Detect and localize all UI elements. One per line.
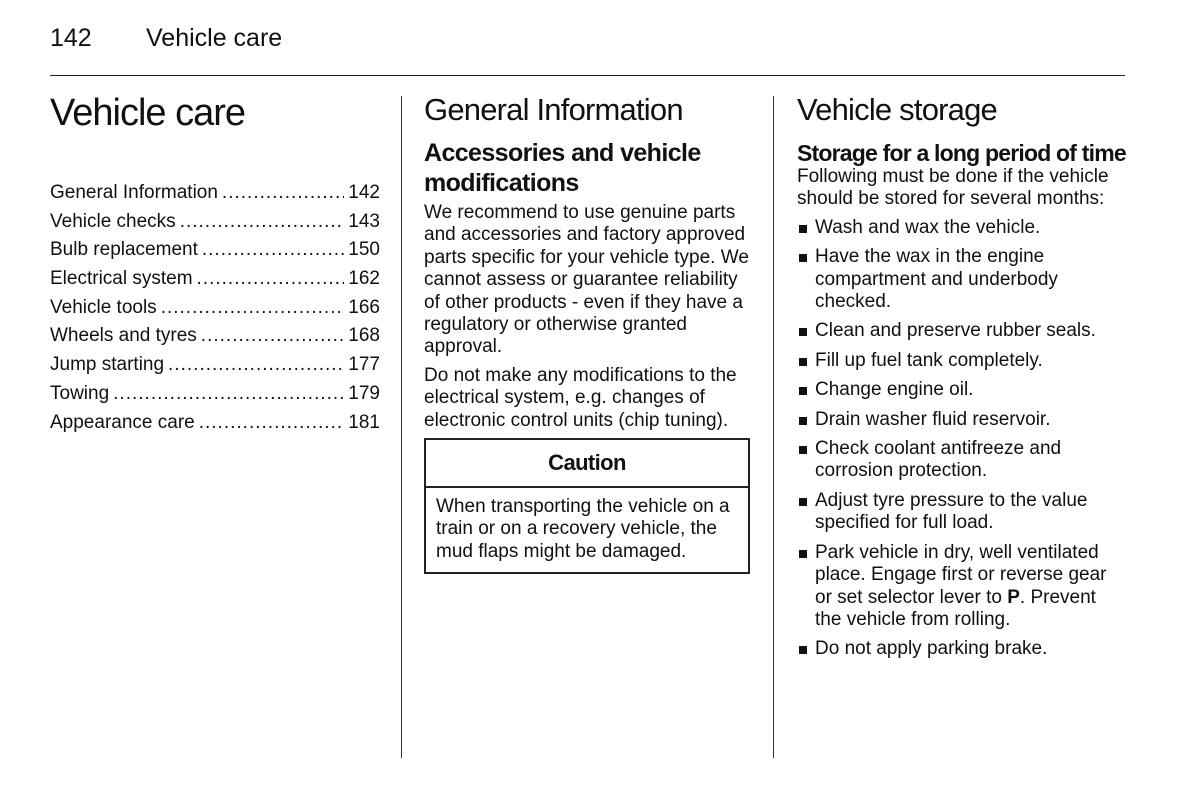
bullet-icon xyxy=(799,254,807,262)
caution-title: Caution xyxy=(426,440,748,488)
bullet-icon xyxy=(799,328,807,336)
vehicle-storage-column xyxy=(797,92,1127,668)
subheading-accessories: Accessories and vehicle modifications xyxy=(424,139,701,197)
bullet-icon xyxy=(799,550,807,558)
storage-steps-list xyxy=(797,217,1127,661)
toc-entry[interactable]: Bulb replacement ..... 150 xyxy=(50,239,380,268)
list-item: Do not apply parking brake. xyxy=(797,638,1127,660)
list-item: Check coolant antifreeze and corrosion protection. xyxy=(797,438,1127,483)
bullet-icon xyxy=(799,417,807,425)
list-item: Adjust tyre pressure to the value specified for full load. xyxy=(797,490,1127,535)
chapter-contents-column xyxy=(50,92,380,440)
modifications-paragraph: Do not make any modifications to the electrical system, e.g. changes of electronic control units (chip tuning). xyxy=(424,364,737,431)
toc-entry[interactable]: Vehicle checks ..... 143 xyxy=(50,211,380,240)
general-information-column xyxy=(424,92,754,574)
list-item: Park vehicle in dry, well ventilated place. Engage first or reverse gear or set selector lever to P. Prevent the vehicle from rolling. xyxy=(797,542,1127,632)
section-heading-storage: Vehicle storage xyxy=(797,92,997,127)
toc-list xyxy=(50,182,380,440)
page-number: 142 xyxy=(50,24,92,52)
list-item: Drain washer fluid reservoir. xyxy=(797,409,1127,431)
bullet-icon xyxy=(799,646,807,654)
bullet-icon xyxy=(799,387,807,395)
running-title: Vehicle care xyxy=(146,24,283,52)
chapter-title: Vehicle care xyxy=(50,92,246,134)
caution-text: When transporting the vehicle on a train or on a recovery vehicle, the mud flaps might be damaged. xyxy=(436,496,730,562)
subheading-long-storage: Storage for a long period of time xyxy=(797,140,1126,166)
toc-entry[interactable]: Wheels and tyres ..... 168 xyxy=(50,325,380,354)
toc-entry[interactable]: Jump starting ..... 177 xyxy=(50,354,380,383)
header-divider xyxy=(50,75,1125,76)
list-item: Clean and preserve rubber seals. xyxy=(797,320,1127,342)
column-divider-1 xyxy=(401,96,402,758)
bullet-icon xyxy=(799,446,807,454)
column-divider-2 xyxy=(773,96,774,758)
list-item: Change engine oil. xyxy=(797,379,1127,401)
storage-intro: Following must be done if the vehicle should be stored for several months: xyxy=(797,166,1109,210)
page-header xyxy=(50,24,282,53)
caution-box xyxy=(424,438,750,574)
toc-entry[interactable]: Towing ..... 179 xyxy=(50,383,380,412)
list-item: Fill up fuel tank completely. xyxy=(797,350,1127,372)
section-heading-general: General Information xyxy=(424,92,683,127)
bullet-icon xyxy=(799,358,807,366)
bullet-icon xyxy=(799,225,807,233)
toc-entry[interactable]: General Information ..... 142 xyxy=(50,182,380,211)
list-item: Wash and wax the vehicle. xyxy=(797,217,1127,239)
toc-entry[interactable]: Vehicle tools ..... 166 xyxy=(50,297,380,326)
toc-entry[interactable]: Appearance care ..... 181 xyxy=(50,412,380,441)
list-item: Have the wax in the engine compartment and underbody checked. xyxy=(797,246,1127,313)
accessories-paragraph: We recommend to use genuine parts and accessories and factory approved parts specific for your vehicle type. We cannot assess or guarantee reliability of other products - even if they have a regulatory or otherwise granted approval. xyxy=(424,202,749,358)
toc-entry[interactable]: Electrical system ..... 162 xyxy=(50,268,380,297)
bullet-icon xyxy=(799,498,807,506)
